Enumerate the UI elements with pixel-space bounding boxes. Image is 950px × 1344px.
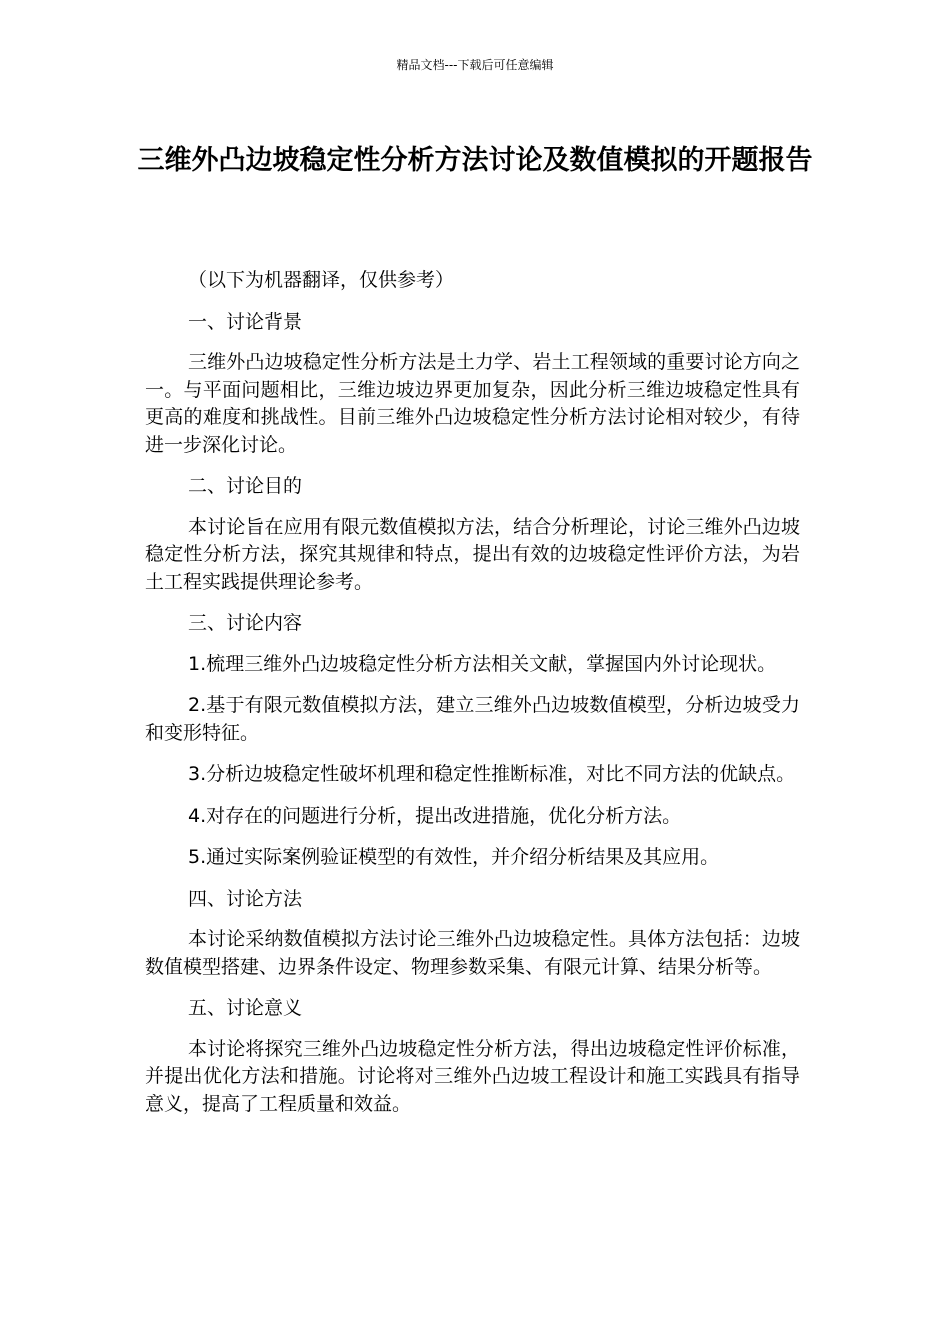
document-title: 三维外凸边坡稳定性分析方法讨论及数值模拟的开题报告: [137, 145, 813, 176]
background-paragraph: 三维外凸边坡稳定性分析方法是土力学、岩土工程领域的重要讨论方向之一。与平面问题相比，三维边坡边界更加复杂，因此分析三维边坡稳定性具有更高的难度和挑战性。目前三维外凸边坡稳定性分析方法讨论相对较少，有待进一步深化讨论。: [145, 351, 800, 456]
content-item-3: 3.分析边坡稳定性破坏机理和稳定性推断标准，对比不同方法的优缺点。: [188, 763, 796, 785]
header-note: 精品文档---下载后可任意编辑: [396, 58, 554, 72]
content-item-1: 1.梳理三维外凸边坡稳定性分析方法相关文献，掌握国内外讨论现状。: [188, 652, 777, 675]
translation-note: （以下为机器翻译，仅供参考）: [188, 269, 455, 291]
section-heading-significance: 五、讨论意义: [188, 997, 303, 1019]
content-item-5: 5.通过实际案例验证模型的有效性，并介绍分析结果及其应用。: [188, 846, 720, 868]
content-item-2: 2.基于有限元数值模拟方法，建立三维外凸边坡数值模型，分析边坡受力和变形特征。: [145, 694, 800, 744]
section-heading-method: 四、讨论方法: [188, 887, 303, 910]
purpose-paragraph: 本讨论旨在应用有限元数值模拟方法，结合分析理论，讨论三维外凸边坡稳定性分析方法，探究其规律和特点，提出有效的边坡稳定性评价方法，为岩土工程实践提供理论参考。: [145, 515, 800, 593]
section-heading-purpose: 二、讨论目的: [188, 475, 303, 497]
method-paragraph: 本讨论采纳数值模拟方法讨论三维外凸边坡稳定性。具体方法包括：边坡数值模型搭建、边界条件设定、物理参数采集、有限元计算、结果分析等。: [145, 928, 800, 978]
document-body: [145, 267, 800, 1132]
significance-paragraph: 本讨论将探究三维外凸边坡稳定性分析方法，得出边坡稳定性评价标准，并提出优化方法和措施。讨论将对三维外凸边坡工程设计和施工实践具有指导意义，提高了工程质量和效益。: [145, 1037, 800, 1115]
content-item-4: 4.对存在的问题进行分析，提出改进措施，优化分析方法。: [188, 804, 682, 827]
section-heading-content: 三、讨论内容: [188, 612, 303, 634]
section-heading-background: 一、讨论背景: [188, 310, 303, 333]
